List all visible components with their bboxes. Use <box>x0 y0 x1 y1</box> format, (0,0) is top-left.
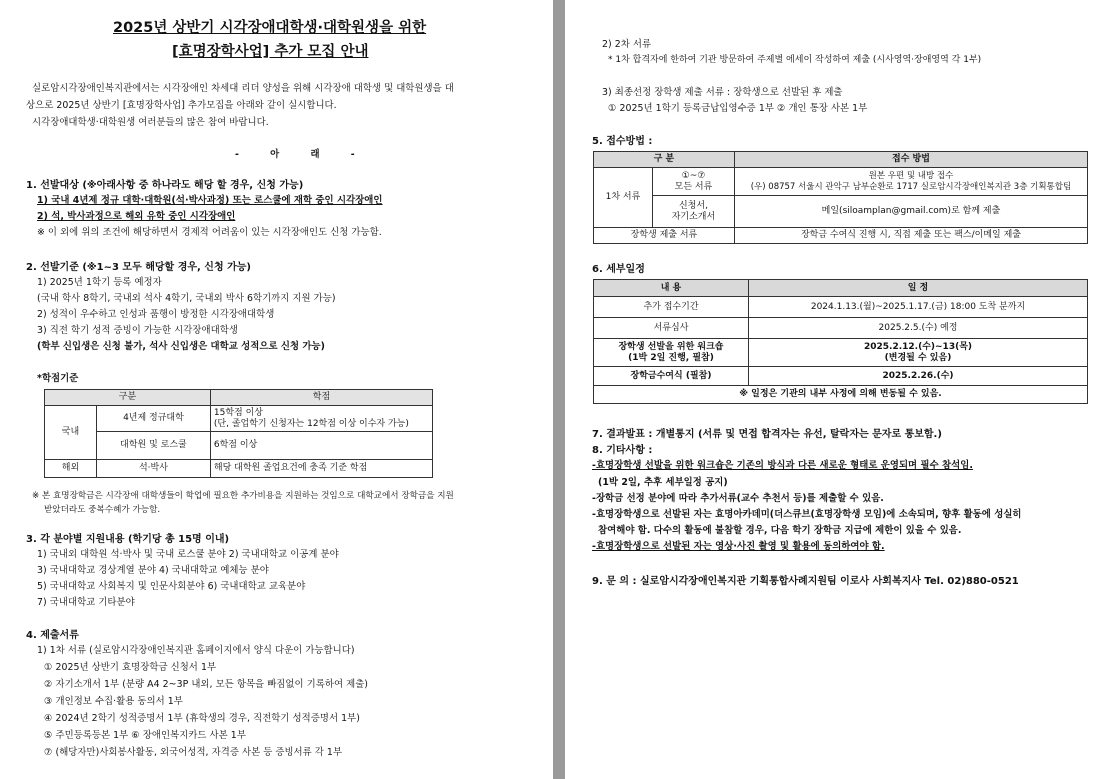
s8-line3: -장학금 선정 분야에 따라 추가서류(교수 추천서 등)를 제출할 수 있음. <box>592 493 884 504</box>
t5-r1-method <box>734 168 1087 196</box>
document-page-2 <box>565 0 1117 779</box>
s2-line3: 2) 성적이 우수하고 인성과 품행이 방정한 시각장애대학생 <box>37 309 275 320</box>
t6-r3-content <box>594 339 749 367</box>
r-line2: * 1차 합격자에 한하여 기관 방문하여 주제별 에세이 작성하여 제출 (시사영역·장애영역 각 1부) <box>608 55 982 65</box>
s3-line1: 1) 국내외 대학원 석·박사 및 국내 로스쿨 분야 2) 국내대학교 이공계 분야 <box>37 549 339 560</box>
grade-criteria-title: *학점기준 <box>37 373 79 384</box>
s3-line3: 5) 국내대학교 사회복지 및 인문사회분야 6) 국내대학교 교육분야 <box>37 581 306 592</box>
page-gutter <box>553 0 565 779</box>
t5-r2-method: 메일(siloamplan@gmail.com)로 함께 제출 <box>734 196 1087 228</box>
center-heading: - 아 래 - <box>235 149 369 160</box>
t6-r1-content: 추가 접수기간 <box>594 297 749 318</box>
grade-table <box>44 389 433 478</box>
t6-footnote: ※ 일정은 기관의 내부 사정에 의해 변동될 수 있음. <box>594 386 1088 404</box>
t6-r4-content: 장학금수여식 (필참) <box>594 367 749 386</box>
grade-cell-r1-value <box>210 406 432 432</box>
t6-r2-date: 2025.2.5.(수) 예정 <box>749 318 1088 339</box>
s2-line1: 1) 2025년 1학기 등록 예정자 <box>37 277 162 288</box>
t5-r1-type-line2: 모든 서류 <box>674 181 713 192</box>
t5-r2-type <box>653 196 735 228</box>
submission-table <box>593 151 1088 244</box>
s4-line3: ② 자기소개서 1부 (분량 A4 2~3P 내외, 모든 항목을 빠짐없이 기록하여 제출) <box>44 679 369 690</box>
r-line1: 2) 2차 서류 <box>602 39 652 50</box>
section-7-result: 7. 결과발표 : 개별통지 (서류 및 면접 합격자는 유선, 탈락자는 문자로 통보함.) <box>592 429 942 440</box>
section-6-title: 6. 세부일정 <box>592 264 645 275</box>
t5-head-type: 구 분 <box>594 152 735 168</box>
t5-r1-type <box>653 168 735 196</box>
s8-line5: 참여해야 함. 다수의 활동에 불참할 경우, 다음 학기 장학금 지급에 제한이 있을 수 있음. <box>598 525 962 536</box>
grade-table-head-credit: 학점 <box>210 390 432 406</box>
t6-head-date: 일 정 <box>749 280 1088 297</box>
s8-line2: (1박 2일, 추후 세부일정 공지) <box>598 477 728 488</box>
grade-table-head-type: 구분 <box>45 390 211 406</box>
schedule-table <box>593 279 1088 404</box>
r-line3: 3) 최종선정 장학생 제출 서류 : 장학생으로 선발된 후 제출 <box>602 87 843 98</box>
s8-line4: -효명장학생으로 선발된 자는 효명아카데미(더스큐브(효명장학생 모임)에 소속되며, 향후 활동에 성실히 <box>592 509 1022 520</box>
s4-line2: ① 2025년 상반기 효명장학금 신청서 1부 <box>44 662 217 673</box>
t6-r2-content: 서류심사 <box>594 318 749 339</box>
t5-r1-method-line2: (우) 08757 서울시 관악구 남부순환로 1717 실로암시각장애인복지관 3층 기획통합팀 <box>750 181 1072 192</box>
grade-cell-r3-value: 해당 대학원 졸업요건에 충족 기준 학점 <box>210 460 432 478</box>
grade-cell-r2-value: 6학점 이상 <box>210 432 432 460</box>
s1-line2: 2) 석, 박사과정으로 해외 유학 중인 시각장애인 <box>37 211 236 222</box>
grade-cell-abroad: 해외 <box>45 460 97 478</box>
s2-line5: (학부 신입생은 신청 불가, 석사 신입생은 대학교 성적으로 신청 가능) <box>37 341 325 352</box>
grade-r1-value-line2: (단, 졸업학기 신청자는 12학점 이상 이수자 가능) <box>213 418 409 429</box>
t5-r2-type-line2: 자기소개서 <box>671 211 716 222</box>
s3-line2: 3) 국내대학교 경상계열 분야 4) 국내대학교 예체능 분야 <box>37 565 269 576</box>
t5-r1-method-line1: 원본 우편 및 내방 접수 <box>868 170 954 181</box>
grade-cell-r3-type: 석·박사 <box>97 460 211 478</box>
r-line4: ① 2025년 1학기 등록금납입영수증 1부 ② 개인 통장 사본 1부 <box>608 103 868 114</box>
s8-line1: -효명장학생 선발을 위한 워크숍은 기존의 방식과 다른 새로운 형태로 운영되며 필수 참석임. <box>592 460 973 471</box>
s4-line7: ⑦ (해당자만)사회봉사활동, 외국어성적, 자격증 사본 등 증빙서류 각 1부 <box>44 747 343 758</box>
doc-title-line2: [효명장학사업] 추가 모집 안내 <box>172 44 369 60</box>
document-page-1 <box>0 0 553 779</box>
s2-line4: 3) 직전 학기 성적 증빙이 가능한 시각장애대학생 <box>37 325 238 336</box>
t6-r3-date <box>749 339 1088 367</box>
note-line1: ※ 본 효명장학금은 시각장애 대학생들이 학업에 필요한 추가비용을 지원하는 것임으로 대학교에서 장학금을 지원 <box>32 491 454 501</box>
section-8-title: 8. 기타사항 : <box>592 445 653 456</box>
t6-r3-content-line2: (1박 2일 진행, 필참) <box>628 352 714 363</box>
section-2-title: 2. 선발기준 (※1~3 모두 해당할 경우, 신청 가능) <box>26 262 251 273</box>
doc-title-line1: 2025년 상반기 시각장애대학생·대학원생을 위한 <box>113 20 427 36</box>
s8-line6: -효명장학생으로 선발된 자는 영상·사진 촬영 및 활용에 동의하여야 함. <box>592 541 885 552</box>
t5-r1-type-line1: ①~⑦ <box>681 170 706 181</box>
s4-line6: ⑤ 주민등록등본 1부 ⑥ 장애인복지카드 사본 1부 <box>44 730 246 741</box>
grade-cell-domestic: 국내 <box>45 406 97 460</box>
t5-r3-type: 장학생 제출 서류 <box>594 228 735 244</box>
s1-line3: ※ 이 외에 위의 조건에 해당하면서 경제적 어려움이 있는 시각장애인도 신청 가능함. <box>37 227 382 238</box>
grade-cell-r1-type: 4년제 정규대학 <box>97 406 211 432</box>
intro-line2: 상으로 2025년 상반기 [효명장학사업] 추가모집을 아래와 같이 실시합니다. <box>26 100 337 111</box>
t5-r2-type-line1: 신청서, <box>678 200 708 211</box>
s4-line4: ③ 개인정보 수집·활용 동의서 1부 <box>44 696 183 707</box>
intro-line3: 시각장애대학생·대학원생 여러분들의 많은 참여 바랍니다. <box>32 117 269 128</box>
s2-line2: (국내 학사 8학기, 국내외 석사 4학기, 국내외 박사 6학기까지 지원 가능) <box>37 293 336 304</box>
section-4-title: 4. 제출서류 <box>26 630 79 641</box>
section-5-title: 5. 접수방법 : <box>592 136 653 147</box>
t6-head-content: 내 용 <box>594 280 749 297</box>
t5-head-method: 접수 방법 <box>734 152 1087 168</box>
s3-line4: 7) 국내대학교 기타분야 <box>37 597 135 608</box>
t5-first-docs: 1차 서류 <box>594 168 653 228</box>
s1-line1: 1) 국내 4년제 정규 대학·대학원(석·박사과정) 또는 로스쿨에 재학 중인 시각장애인 <box>37 195 383 206</box>
t6-r3-date-line1: 2025.2.12.(수)~13(목) <box>864 341 972 352</box>
s4-line5: ④ 2024년 2학기 성적증명서 1부 (휴학생의 경우, 직전학기 성적증명서 1부) <box>44 713 360 724</box>
section-1-title: 1. 선발대상 (※아래사항 중 하나라도 해당 할 경우, 신청 가능) <box>26 180 304 191</box>
t6-r4-date: 2025.2.26.(수) <box>749 367 1088 386</box>
t6-r1-date: 2024.1.13.(월)~2025.1.17.(금) 18:00 도착 분까지 <box>749 297 1088 318</box>
t6-r3-date-line2: (변경될 수 있음) <box>884 352 952 363</box>
section-9-contact: 9. 문 의 : 실로암시각장애인복지관 기획통합사례지원팀 이로사 사회복지사 Tel. 02)880-0521 <box>592 576 1019 587</box>
note-line2: 받았더라도 중복수혜가 가능함. <box>44 505 161 515</box>
grade-cell-r2-type: 대학원 및 로스쿨 <box>97 432 211 460</box>
s4-line1: 1) 1차 서류 (실로암시각장애인복지관 홈페이지에서 양식 다운이 가능합니다) <box>37 645 355 656</box>
t6-r3-content-line1: 장학생 선발을 위한 워크숍 <box>618 341 724 352</box>
t5-r3-method: 장학금 수여식 진행 시, 직접 제출 또는 팩스/이메일 제출 <box>734 228 1087 244</box>
section-3-title: 3. 각 분야별 지원내용 (학기당 총 15명 이내) <box>26 534 230 545</box>
intro-line1: 실로암시각장애인복지관에서는 시각장애인 차세대 리더 양성을 위해 시각장애 대학생 및 대학원생을 대 <box>32 83 454 94</box>
grade-r1-value-line1: 15학점 이상 <box>213 407 263 418</box>
